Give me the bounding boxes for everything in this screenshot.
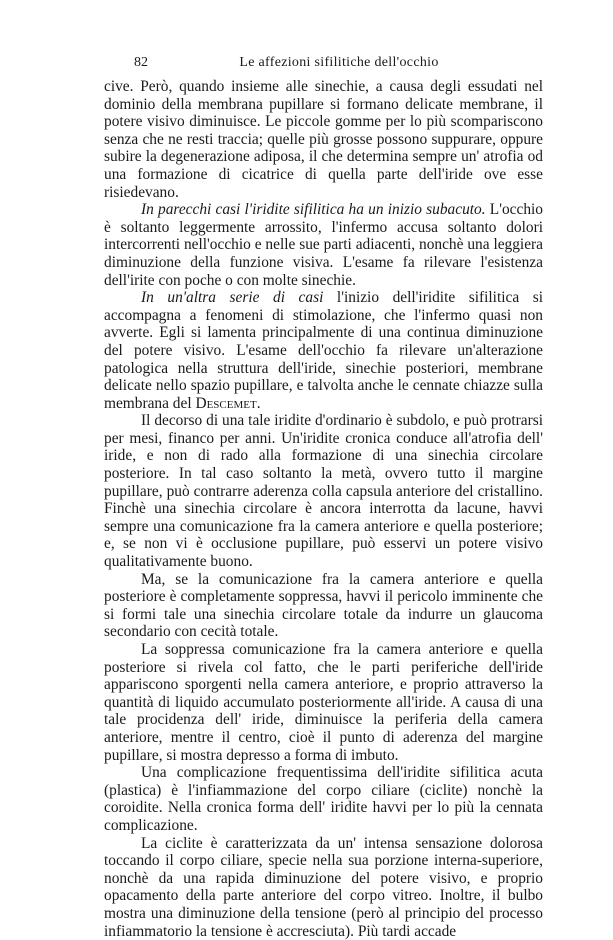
paragraph-8	[104, 835, 543, 940]
paragraph-text: L'occhio è soltanto leggermente arrossito, l'infermo accusa soltanto dolori intercorrenti nell'occhio e nelle sue parti adiacenti, nonchè una leggiera diminuzione della funzione visiva. L'esame fa rilevare l'esistenza dell'irite con poche o con molte sinechie.	[104, 201, 543, 289]
paragraph-text: Ma, se la comunicazione fra la camera anteriore e quella posteriore è completamente soppressa, havvi il pericolo imminente che si formi tale una sinechia circolare totale da indurre un glaucoma secondario con cecità totale.	[104, 570, 543, 641]
paragraph-text: Una complicazione frequentissima dell'iridite sifilitica acuta (plastica) è l'infiammazione del corpo ciliare (ciclite) nonchè la coroidite. Nella cronica forma dell' iridite havvi per lo più la cennata complicazione.	[104, 764, 543, 834]
paragraph-text: La soppressa comunicazione fra la camera anteriore e quella posteriore si rivela col fatto, che le parti periferiche dell'iride appariscono sporgenti nella camera anteriore, e proprio attraverso la quantità di liquido accumulato posteriormente all'iride. A causa di una tale procidenza dell' iride, diminuisce la periferia della camera anteriore, mentre il centro, cioè il punto di aderenza del margine pupillare, si mostra depresso a forma di imbuto.	[104, 641, 543, 764]
paragraph-3	[104, 289, 543, 412]
paragraph-2	[104, 201, 543, 289]
page-number: 82	[134, 55, 148, 70]
paragraph-5	[104, 571, 543, 641]
author-name: Descemet	[195, 394, 257, 412]
italic-lead: In un'altra serie di casi	[141, 289, 324, 307]
paragraph-4	[104, 412, 543, 570]
running-title: Le affezioni sifilitiche dell'occhio	[239, 55, 439, 70]
italic-lead: In parecchi casi l'iridite sifilitica ha un inizio subacuto.	[141, 201, 486, 219]
paragraph-1	[104, 78, 543, 201]
paragraph-text: Il decorso di una tale iridite d'ordinario è subdolo, e può protrarsi per mesi, financo per anni. Un'iridite cronica conduce all'atrofia dell' iride, e non di rado alla formazione di una sinechia circolare posteriore. In tal caso soltanto la metà, ovvero tutto il margine pupillare, può contrarre aderenza colla capsula anteriore del cristallino. Finchè una sinechia circolare è ancora interrotta da lacune, havvi sempre una comunicazione fra la camera anteriore e quella posteriore; e, se non vi è occlusione pupillare, può esservi un potere visivo qualitativamente buono.	[104, 412, 543, 571]
paragraph-text: cive. Però, quando insieme alle sinechie, a causa degli essudati nel dominio della membrana pupillare si formano delicate membrane, il potere visivo diminuisce. Le piccole gomme per lo più scompariscono senza che ne resti traccia; quelle più grosse possono suppurare, oppure subire la degenerazione adiposa, il che determina sempre un' atrofia od una formazione di cicatrice di quella parte dell'iride ove esse risiedevano.	[104, 78, 543, 201]
paragraph-6	[104, 641, 543, 764]
paragraph-7	[104, 764, 543, 834]
body-text	[104, 78, 543, 940]
paragraph-text: La ciclite è caratterizzata da un' intensa sensazione dolorosa toccando il corpo ciliare, specie nella sua porzione interna-superiore, nonchè da una rapida diminuzione del potere visivo, e proprio opacamento della parte anteriore del corpo vitreo. Inoltre, il bulbo mostra una diminuzione della tensione (però al principio del processo infiammatorio la tensione è accresciuta). Più tardi accade	[104, 834, 543, 940]
paragraph-text: l'inizio dell'iridite sifilitica si accompagna a fenomeni di stimolazione, che l'infermo quasi non avverte. Egli si lamenta principalmente di una continua diminuzione del potere visivo. L'esame dell'occhio fa rilevare un'alterazione patologica nella struttura dell'iride, sinechie posteriori, membrane delicate nello spazio pupillare, e talvolta anche le cennate chiazze sulla membrana del	[104, 289, 543, 412]
paragraph-tail: .	[256, 394, 261, 412]
